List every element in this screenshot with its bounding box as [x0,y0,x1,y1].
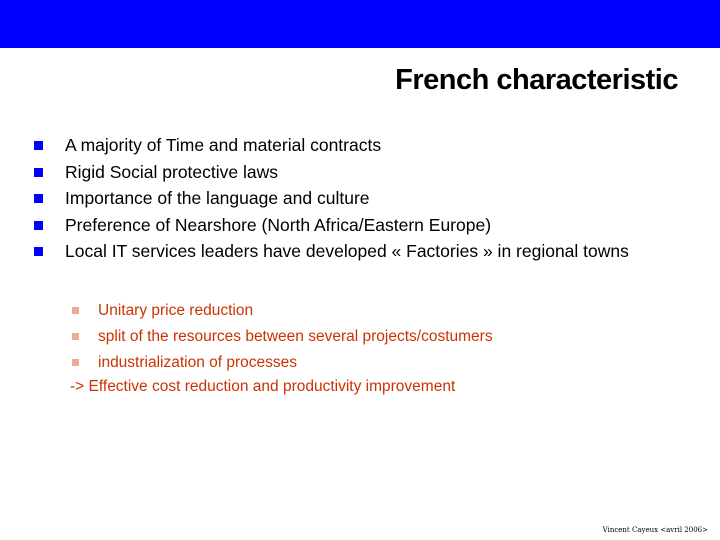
square-bullet-icon [34,247,43,256]
bullet-item [34,134,674,156]
sub-bullet-list [72,301,493,379]
small-square-bullet-icon [72,333,79,340]
sub-bullet-item [72,327,493,347]
sub-bullet-item [72,353,493,373]
bullet-text: Importance of the language and culture [65,188,370,208]
footer-credit: Vincent Cayeux <avril 2006> [602,526,708,534]
bullet-text: Rigid Social protective laws [65,161,279,182]
bullet-item [34,187,674,209]
sub-bullet-text: Unitary price reduction [98,302,254,319]
small-square-bullet-icon [72,359,79,366]
sub-bullet-text: industrialization of processes [98,354,298,371]
square-bullet-icon [34,168,43,177]
slide-title: French characteristic [395,64,678,96]
header-bar [0,0,720,48]
bullet-list [34,134,674,267]
bullet-item [34,240,674,262]
bullet-item [34,161,674,183]
square-bullet-icon [34,141,43,150]
small-square-bullet-icon [72,307,79,314]
bullet-text: A majority of Time and material contracts [65,135,382,155]
bullet-item [34,214,674,236]
bullet-text: Preference of Nearshore (North Africa/Eastern Europe) [65,214,492,235]
sub-bullet-text: split of the resources between several projects/costumers [98,328,493,345]
bullet-text: Local IT services leaders have developed « Factories » in regional towns [65,241,629,261]
square-bullet-icon [34,221,43,230]
square-bullet-icon [34,194,43,203]
summary-line: -> Effective cost reduction and productivity improvement [70,378,456,395]
sub-bullet-item [72,301,493,321]
